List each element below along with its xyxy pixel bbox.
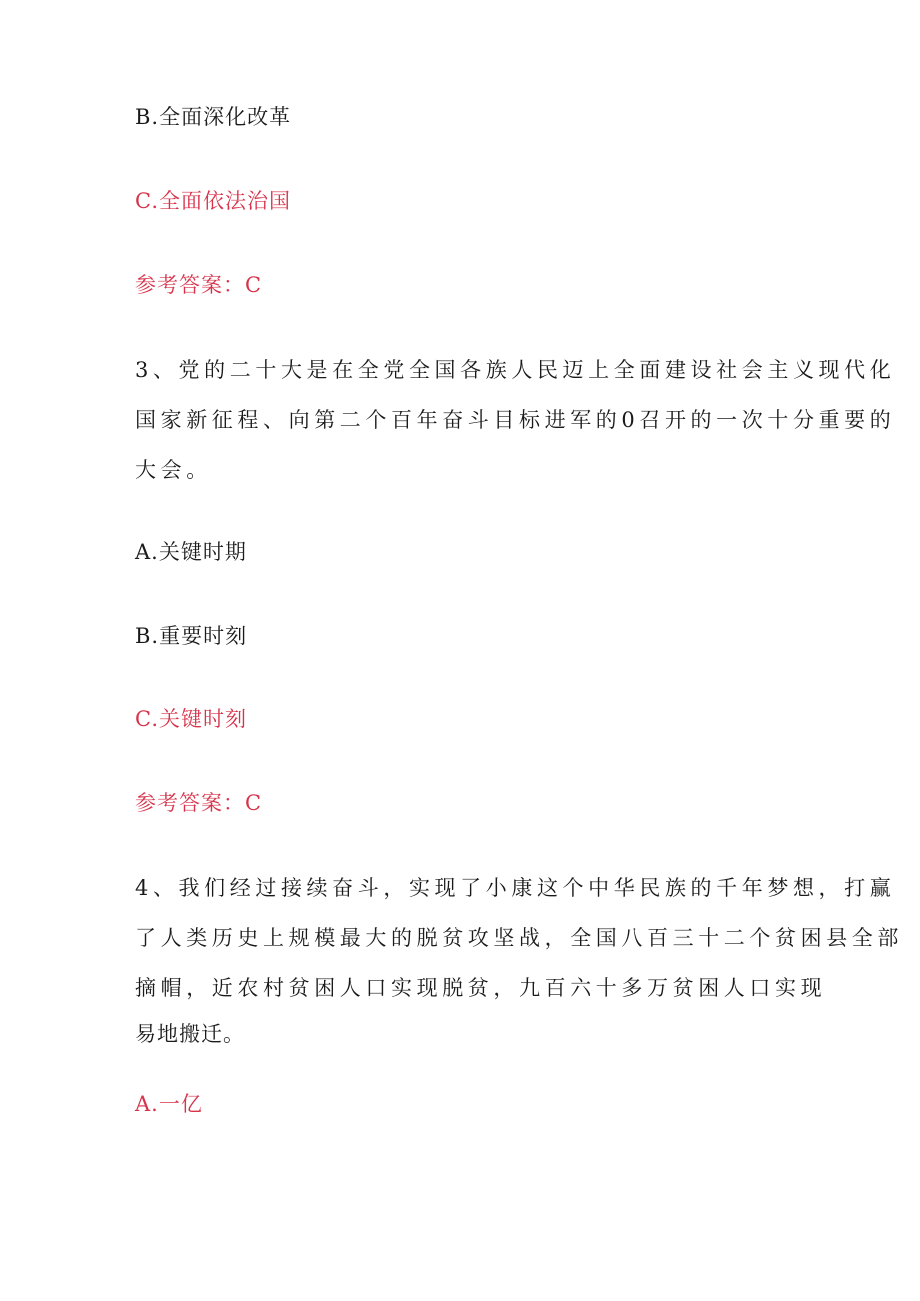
q4-option-a: A.一亿 (135, 1092, 203, 1116)
q3-stem-line-2: 国家新征程、向第二个百年奋斗目标进军的0召开的一次十分重要的 (135, 408, 896, 432)
q4-stem-line-3: 摘帽，近农村贫困人口实现脱贫，九百六十多万贫困人口实现 (135, 976, 827, 1000)
q4-stem-line-2: 了人类历史上规模最大的脱贫攻坚战，全国八百三十二个贫困县全部 (135, 926, 903, 950)
q3-stem-line-1: 3、党的二十大是在全党全国各族人民迈上全面建设社会主义现代化 (135, 358, 896, 382)
q3-option-b: B.重要时刻 (135, 624, 248, 648)
q3-stem-line-3: 大会。 (135, 458, 212, 482)
q4-stem-line-1: 4、我们经过接续奋斗，实现了小康这个中华民族的千年梦想，打赢 (135, 876, 896, 900)
q3-option-c-correct: C.关键时刻 (135, 707, 247, 731)
q3-option-a: A.关键时期 (135, 540, 247, 564)
q2-option-b: B.全面深化改革 (135, 105, 292, 129)
q3-answer: 参考答案：C (135, 791, 263, 815)
q2-answer: 参考答案：C (135, 273, 263, 297)
q2-option-c-correct: C.全面依法治国 (135, 189, 291, 213)
q4-stem-line-4: 易地搬迁。 (135, 1022, 245, 1046)
